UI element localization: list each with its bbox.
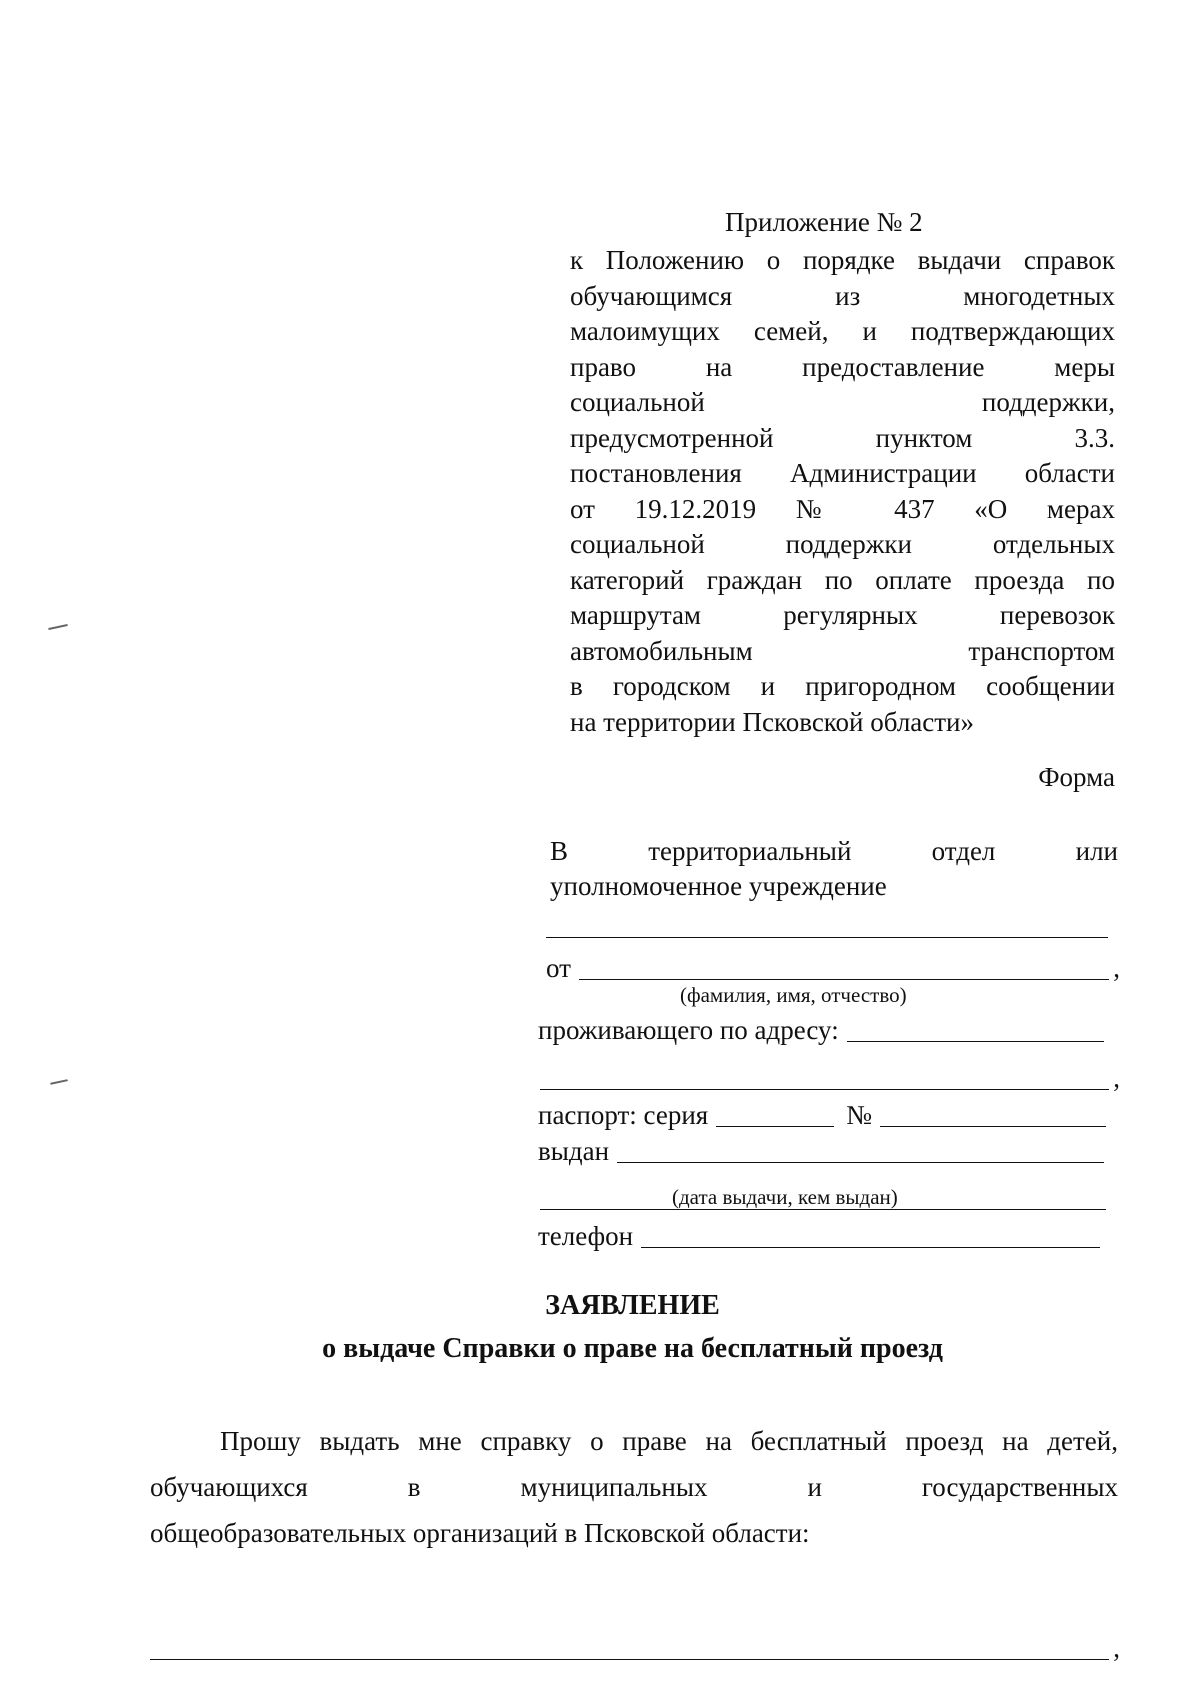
- children-field[interactable]: [150, 1633, 1109, 1660]
- appendix-line: от 19.12.2019 № 437 «О мерах: [570, 493, 1115, 524]
- address-label: проживающего по адресу:: [538, 1015, 839, 1045]
- passport-number-field[interactable]: [880, 1100, 1106, 1127]
- appendix-line: право на предоставление меры: [570, 351, 1115, 382]
- statement-line: общеобразовательных организаций в Псковской области:: [150, 1518, 810, 1548]
- appendix-line: постановления Администрации области: [570, 458, 1115, 488]
- from-name-field[interactable]: [579, 953, 1109, 980]
- phone-label: телефон: [538, 1221, 634, 1251]
- addressee-block: [550, 834, 1118, 904]
- issued-hint: (дата выдачи, кем выдан): [672, 1185, 898, 1209]
- addressee-line: В территориальный отдел или: [550, 836, 1118, 866]
- statement-line: Прошу выдать мне справку о праве на бесплатный проезд на детей,: [220, 1426, 1118, 1456]
- statement-subtitle: о выдаче Справки о праве на бесплатный проезд: [322, 1333, 943, 1364]
- address-field-2[interactable]: [540, 1063, 1109, 1090]
- issued-row: [538, 1131, 1108, 1167]
- appendix-title: Приложение № 2: [725, 207, 923, 237]
- appendix-line: автомобильным транспортом: [570, 635, 1115, 666]
- from-hint: (фамилия, имя, отчество): [680, 983, 907, 1007]
- comma: ,: [1113, 1633, 1120, 1663]
- appendix-line: обучающимся из многодетных: [570, 280, 1115, 311]
- appendix-line: социальной поддержки,: [570, 387, 1115, 417]
- scan-mark: [50, 1079, 68, 1084]
- passport-label: паспорт: серия: [538, 1100, 709, 1130]
- scan-mark: [48, 624, 68, 630]
- from-label: от: [546, 953, 571, 983]
- appendix-line: на территории Псковской области»: [570, 706, 975, 737]
- passport-number-label: №: [846, 1100, 872, 1130]
- comma: ,: [1113, 1063, 1120, 1093]
- appendix-line: социальной поддержки отдельных: [570, 529, 1115, 559]
- address-field[interactable]: [847, 1015, 1104, 1042]
- appendix-line: категорий граждан по оплате проезда по: [570, 564, 1115, 595]
- issued-field[interactable]: [617, 1136, 1104, 1163]
- statement-body: [150, 1418, 1118, 1556]
- phone-field[interactable]: [641, 1221, 1100, 1248]
- appendix-reference: [570, 243, 1115, 740]
- appendix-line: предусмотренной пунктом 3.3.: [570, 422, 1115, 453]
- children-row: [150, 1628, 1120, 1664]
- appendix-line: в городском и пригородном сообщении: [570, 671, 1115, 701]
- from-row: [546, 948, 1120, 984]
- passport-row: [538, 1095, 1110, 1131]
- statement-title: ЗАЯВЛЕНИЕ: [545, 1290, 720, 1321]
- statement-line: обучающихся в муниципальных и государственных: [150, 1472, 1118, 1502]
- comma: ,: [1113, 953, 1120, 983]
- appendix-line: маршрутам регулярных перевозок: [570, 600, 1115, 630]
- appendix-line: малоимущих семей, и подтверждающих: [570, 316, 1115, 346]
- addressee-blank[interactable]: [546, 911, 1108, 938]
- issued-label: выдан: [538, 1136, 610, 1166]
- addressee-blank-row: [546, 906, 1112, 942]
- appendix-line: к Положению о порядке выдачи справок: [570, 245, 1115, 275]
- address-row-2: [540, 1058, 1120, 1094]
- phone-row: [538, 1216, 1104, 1252]
- passport-series-field[interactable]: [716, 1100, 834, 1127]
- address-row: [538, 1010, 1108, 1046]
- addressee-line: уполномоченное учреждение: [550, 871, 887, 901]
- form-label: Форма: [1038, 762, 1115, 792]
